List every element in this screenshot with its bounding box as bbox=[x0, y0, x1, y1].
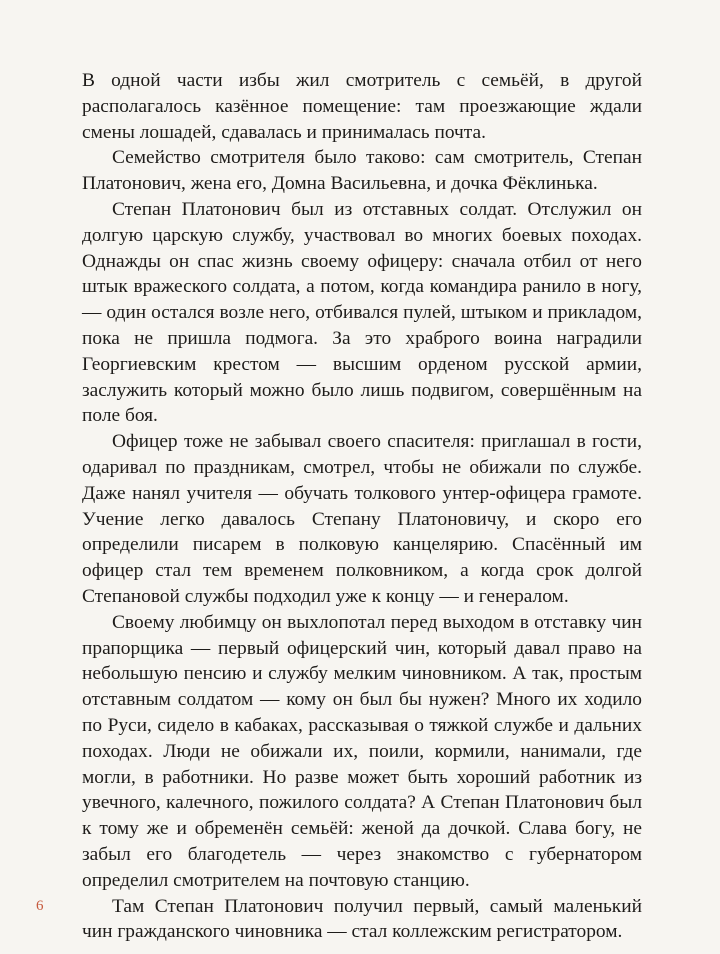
paragraph: Степан Платонович был из отставных солдат. Отслужил он долгую царскую службу, участвовал во многих боевых походах. Однажды он спас жизнь своему офицеру: сначала отбил от него штык вражеского солдата, а потом, когда командира ранило в ногу, — один остался возле него, отбивался пулей, штыком и прикладом, пока не пришла подмога. За это храброго воина наградили Георгиевским крестом — высшим орденом русской армии, заслужить который можно было лишь подвигом, совершённым на поле боя. bbox=[82, 198, 642, 427]
paragraph: Семейство смотрителя было таково: сам смотритель, Степан Платонович, жена его, Домна Васильевна, и дочка Фёклинька. bbox=[82, 147, 642, 195]
body-text bbox=[82, 68, 642, 945]
paragraph: Своему любимцу он выхлопотал перед выходом в отставку чин прапорщика — первый офицерский чин, который давал право на небольшую пенсию и службу мелким чиновником. А так, простым отставным солдатом — кому он был бы нужен? Много их ходило по Руси, сидело в кабаках, рассказывая о тяжкой службе и дальних походах. Люди не обижали их, поили, кормили, нанимали, где могли, в работники. Но разве может быть хороший работник из увечного, калечного, пожилого солдата? А Степан Платонович был к тому же и обременён семьёй: женой да дочкой. Слава богу, не забыл его благодетель — через знакомство с губернатором определил смотрителем на почтовую станцию. bbox=[82, 611, 642, 891]
paragraph: Там Степан Платонович получил первый, самый маленький чин гражданского чиновника — стал коллежским регистратором. bbox=[82, 895, 642, 943]
page-number: 6 bbox=[36, 898, 44, 914]
paragraph: В одной части избы жил смотритель с семьёй, в другой располагалось казённое помещение: там проезжающие ждали смены лошадей, сдавалась и принималась почта. bbox=[82, 70, 642, 143]
paragraph: Офицер тоже не забывал своего спасителя: приглашал в гости, одаривал по праздникам, смотрел, чтобы не обижали по службе. Даже нанял учителя — обучать толкового унтер-офицера грамоте. Учение легко давалось Степану Платоновичу, и скоро его определили писарем в полковую канцелярию. Спасённый им офицер стал тем временем полковником, а когда срок долгой Степановой службы подходил уже к концу — и генералом. bbox=[82, 431, 642, 607]
